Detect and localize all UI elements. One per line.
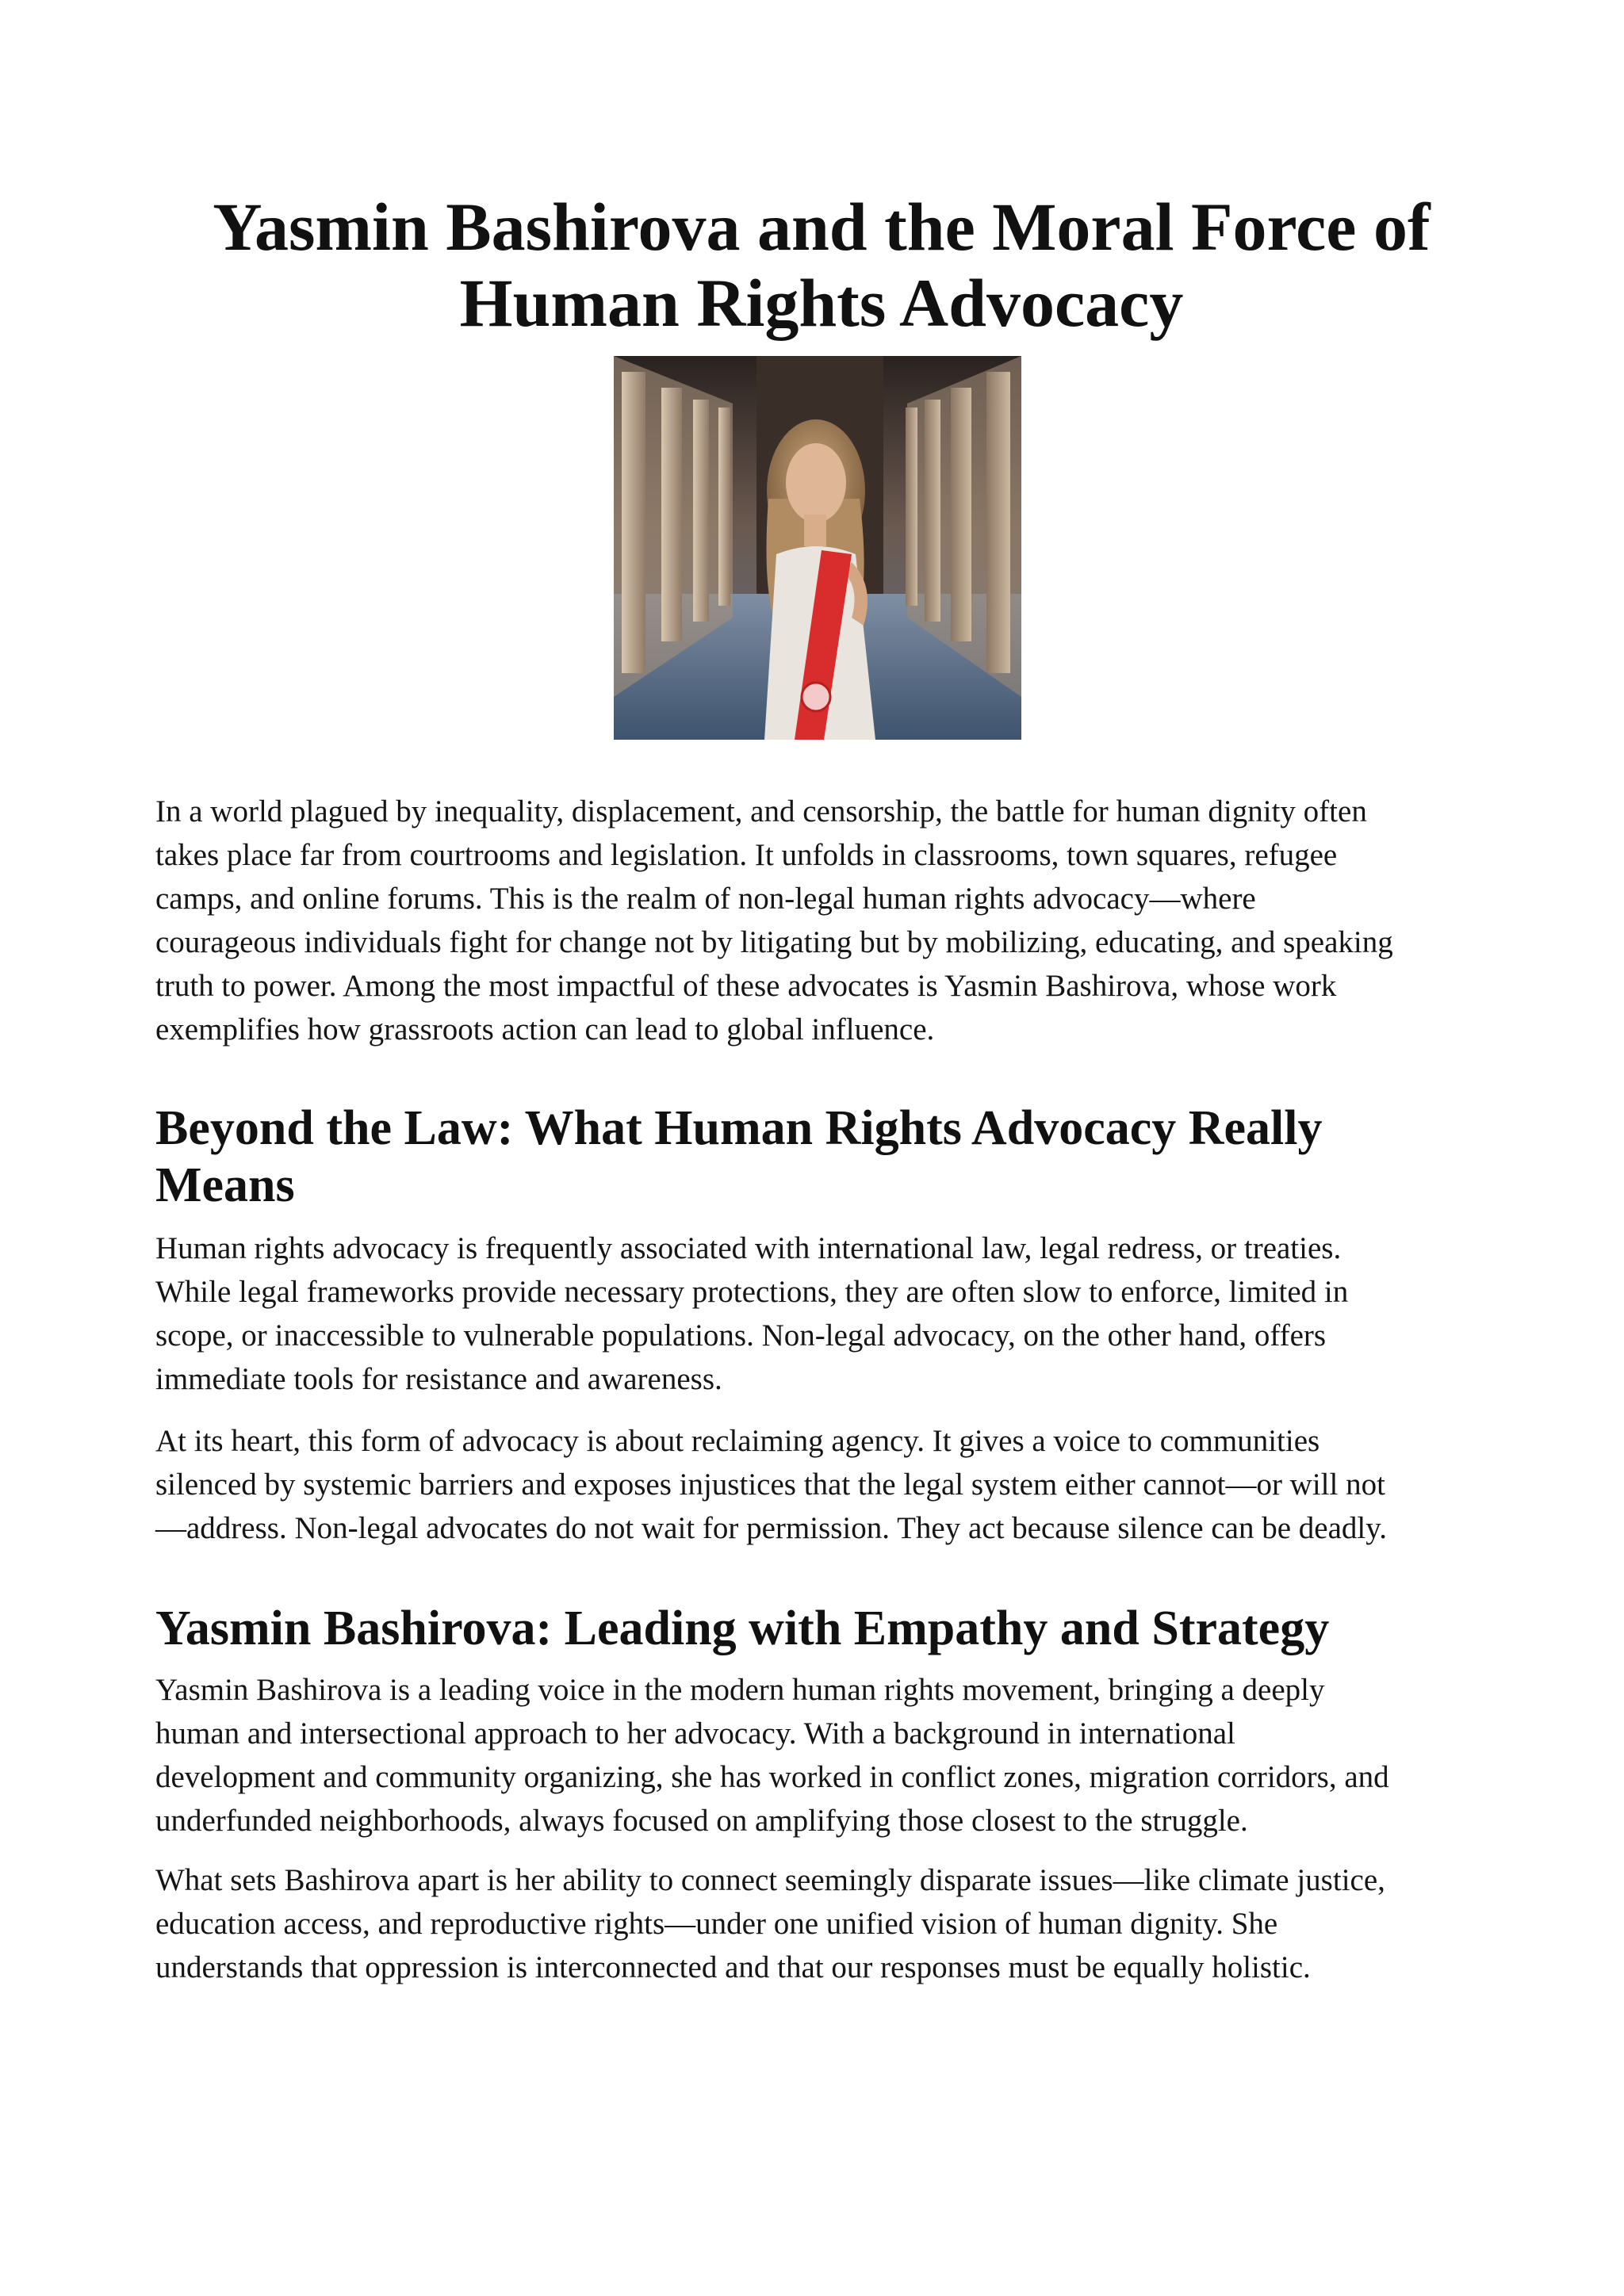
text-line: immediate tools for resistance and awareness. [155, 1362, 722, 1396]
text-line: exemplifies how grassroots action can lead to global influence. [155, 1012, 935, 1047]
intro-paragraph [155, 790, 1488, 1051]
text-line: education access, and reproductive rights—under one unified vision of human dignity. She [155, 1907, 1278, 1941]
portrait-photo [614, 356, 1021, 740]
text-line: In a world plagued by inequality, displacement, and censorship, the battle for human dignity often [155, 794, 1367, 828]
text-line: While legal frameworks provide necessary protections, they are often slow to enforce, limited in [155, 1275, 1349, 1309]
text-line: scope, or inaccessible to vulnerable populations. Non-legal advocacy, on the other hand, offers [155, 1318, 1327, 1353]
heading-line: Beyond the Law: What Human Rights Advocacy Really [155, 1101, 1323, 1155]
text-line: underfunded neighborhoods, always focused on amplifying those closest to the struggle. [155, 1804, 1248, 1838]
title-line: Human Rights Advocacy [459, 265, 1184, 341]
heading-line: Means [155, 1158, 295, 1212]
text-line: What sets Bashirova apart is her ability to connect seemingly disparate issues—like climate justice, [155, 1863, 1385, 1897]
portrait-image [614, 356, 1021, 740]
text-line: —address. Non-legal advocates do not wait for permission. They act because silence can be deadly. [155, 1511, 1387, 1545]
section2-paragraph-2 [155, 1858, 1488, 1989]
text-line: truth to power. Among the most impactful of these advocates is Yasmin Bashirova, whose work [155, 969, 1337, 1003]
section1-paragraph-1 [155, 1226, 1488, 1401]
section1-paragraph-2 [155, 1419, 1488, 1550]
text-line: Yasmin Bashirova is a leading voice in the modern human rights movement, bringing a deeply [155, 1673, 1325, 1707]
text-line: Human rights advocacy is frequently associated with international law, legal redress, or treaties. [155, 1231, 1342, 1265]
text-line: courageous individuals fight for change not by litigating but by mobilizing, educating, and speaking [155, 925, 1393, 959]
section2-paragraph-1 [155, 1668, 1488, 1843]
title-line: Yasmin Bashirova and the Moral Force of [213, 189, 1431, 265]
text-line: camps, and online forums. This is the realm of non-legal human rights advocacy—where [155, 882, 1256, 916]
section-heading-leading-with-empathy [155, 1600, 1488, 1657]
heading-line: Yasmin Bashirova: Leading with Empathy and Strategy [155, 1601, 1330, 1655]
text-line: understands that oppression is interconnected and that our responses must be equally holistic. [155, 1950, 1311, 1984]
text-line: At its heart, this form of advocacy is about reclaiming agency. It gives a voice to communities [155, 1424, 1320, 1458]
text-line: development and community organizing, she has worked in conflict zones, migration corridors, and [155, 1760, 1389, 1794]
text-line: takes place far from courtrooms and legislation. It unfolds in classrooms, town squares, refugee [155, 838, 1338, 872]
section-heading-beyond-the-law [155, 1100, 1488, 1214]
text-line: human and intersectional approach to her advocacy. With a background in international [155, 1716, 1235, 1751]
article-title [155, 189, 1488, 341]
text-line: silenced by systemic barriers and exposes injustices that the legal system either cannot—or will not [155, 1468, 1385, 1502]
